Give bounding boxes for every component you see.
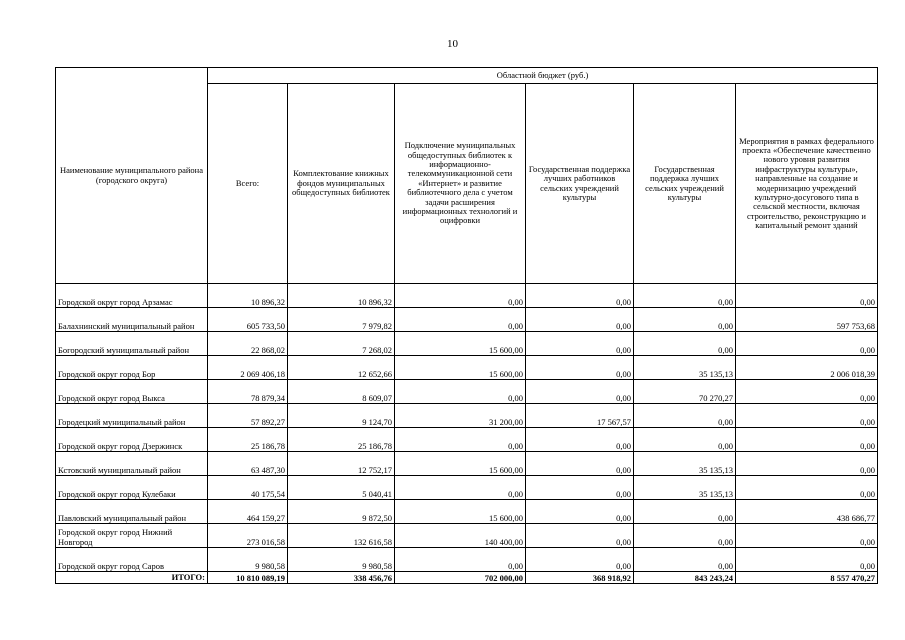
header-best-workers-support: Государственная поддержка лучших работников сельских учреждений культуры [526,84,634,284]
amount-cell: 0,00 [736,452,878,476]
municipality-name: Городской округ город Нижний Новгород [56,524,208,548]
amount-cell: 0,00 [634,404,736,428]
amount-cell: 0,00 [526,332,634,356]
municipality-name: Городской округ город Кулебаки [56,476,208,500]
amount-cell: 132 616,58 [288,524,395,548]
amount-cell: 9 124,70 [288,404,395,428]
amount-cell: 8 609,07 [288,380,395,404]
amount-cell: 22 868,02 [208,332,288,356]
amount-cell: 0,00 [736,476,878,500]
amount-cell: 0,00 [736,284,878,308]
amount-cell: 0,00 [395,548,526,572]
amount-cell: 0,00 [736,332,878,356]
amount-cell: 9 980,58 [288,548,395,572]
amount-cell: 25 186,78 [288,428,395,452]
total-amount-cell: 338 456,76 [288,572,395,584]
municipality-name: Богородский муниципальный район [56,332,208,356]
amount-cell: 25 186,78 [208,428,288,452]
amount-cell: 0,00 [395,476,526,500]
amount-cell: 0,00 [634,284,736,308]
table-row [56,380,878,404]
amount-cell: 140 400,00 [395,524,526,548]
amount-cell: 0,00 [736,548,878,572]
amount-cell: 15 600,00 [395,452,526,476]
table-row [56,428,878,452]
amount-cell: 0,00 [526,308,634,332]
municipality-name: Балахнинский муниципальный район [56,308,208,332]
total-amount-cell: 702 000,00 [395,572,526,584]
page-number: 10 [447,38,458,50]
amount-cell: 0,00 [634,308,736,332]
amount-cell: 15 600,00 [395,356,526,380]
amount-cell: 15 600,00 [395,332,526,356]
amount-cell: 15 600,00 [395,500,526,524]
header-row-group [56,68,878,84]
amount-cell: 0,00 [526,476,634,500]
amount-cell: 273 016,58 [208,524,288,548]
amount-cell: 0,00 [634,332,736,356]
header-municipality: Наименование муниципального района (городского округа) [56,68,208,284]
table-row [56,524,878,548]
table-row [56,404,878,428]
municipality-name: Городской округ город Выкса [56,380,208,404]
header-internet-connection: Подключение муниципальных общедоступных библиотек к информационно-телекоммуникационной сети «Интернет» и развитие библиотечного дела с учетом задачи расширения информационных технологий и оцифровки [395,84,526,284]
amount-cell: 0,00 [526,356,634,380]
municipality-name: Городской округ город Бор [56,356,208,380]
amount-cell: 605 733,50 [208,308,288,332]
amount-cell: 63 487,30 [208,452,288,476]
total-amount-cell: 10 810 089,19 [208,572,288,584]
municipality-name: Городецкий муниципальный район [56,404,208,428]
amount-cell: 5 040,41 [288,476,395,500]
municipality-name: Кстовский муниципальный район [56,452,208,476]
amount-cell: 7 979,82 [288,308,395,332]
table-row [56,284,878,308]
amount-cell: 597 753,68 [736,308,878,332]
amount-cell: 9 872,50 [288,500,395,524]
amount-cell: 0,00 [526,428,634,452]
amount-cell: 12 652,66 [288,356,395,380]
header-book-funds: Комплектование книжных фондов муниципальных общедоступных библиотек [288,84,395,284]
total-amount-cell: 368 918,92 [526,572,634,584]
amount-cell: 0,00 [526,284,634,308]
table-row [56,452,878,476]
amount-cell: 0,00 [395,308,526,332]
amount-cell: 0,00 [526,380,634,404]
amount-cell: 9 980,58 [208,548,288,572]
table-row [56,500,878,524]
amount-cell: 0,00 [634,500,736,524]
amount-cell: 31 200,00 [395,404,526,428]
table-row [56,548,878,572]
budget-table [55,67,878,584]
header-federal-project: Мероприятия в рамках федерального проекта «Обеспечение качественно нового уровня развития инфраструктуры культуры», направленные на создание и модернизацию учреждений культурно-досугового типа в сельской местности, включая строительство, реконструкцию и капитальный ремонт зданий [736,84,878,284]
amount-cell: 7 268,02 [288,332,395,356]
amount-cell: 464 159,27 [208,500,288,524]
total-row [56,572,878,584]
amount-cell: 40 175,54 [208,476,288,500]
amount-cell: 0,00 [526,452,634,476]
amount-cell: 12 752,17 [288,452,395,476]
amount-cell: 57 892,27 [208,404,288,428]
amount-cell: 0,00 [395,380,526,404]
amount-cell: 0,00 [736,524,878,548]
amount-cell: 10 896,32 [288,284,395,308]
total-amount-cell: 843 243,24 [634,572,736,584]
header-total: Всего: [208,84,288,284]
amount-cell: 17 567,57 [526,404,634,428]
amount-cell: 0,00 [395,284,526,308]
amount-cell: 438 686,77 [736,500,878,524]
amount-cell: 0,00 [526,524,634,548]
amount-cell: 35 135,13 [634,356,736,380]
municipality-name: Павловский муниципальный район [56,500,208,524]
amount-cell: 2 069 406,18 [208,356,288,380]
municipality-name: Городской округ город Саров [56,548,208,572]
total-label: ИТОГО: [56,572,208,584]
amount-cell: 35 135,13 [634,476,736,500]
amount-cell: 35 135,13 [634,452,736,476]
table-row [56,332,878,356]
amount-cell: 0,00 [736,428,878,452]
amount-cell: 0,00 [526,500,634,524]
amount-cell: 78 879,34 [208,380,288,404]
amount-cell: 10 896,32 [208,284,288,308]
municipality-name: Городской округ город Арзамас [56,284,208,308]
amount-cell: 0,00 [395,428,526,452]
header-best-institutions-support: Государственная поддержка лучших сельских учреждений культуры [634,84,736,284]
municipality-name: Городской округ город Дзержинск [56,428,208,452]
table-row [56,476,878,500]
amount-cell: 0,00 [634,428,736,452]
amount-cell: 0,00 [526,548,634,572]
amount-cell: 0,00 [634,524,736,548]
amount-cell: 2 006 018,39 [736,356,878,380]
amount-cell: 70 270,27 [634,380,736,404]
header-regional-budget: Областной бюджет (руб.) [208,68,878,84]
amount-cell: 0,00 [736,404,878,428]
amount-cell: 0,00 [634,548,736,572]
table-row [56,356,878,380]
amount-cell: 0,00 [736,380,878,404]
table-row [56,308,878,332]
total-amount-cell: 8 557 470,27 [736,572,878,584]
